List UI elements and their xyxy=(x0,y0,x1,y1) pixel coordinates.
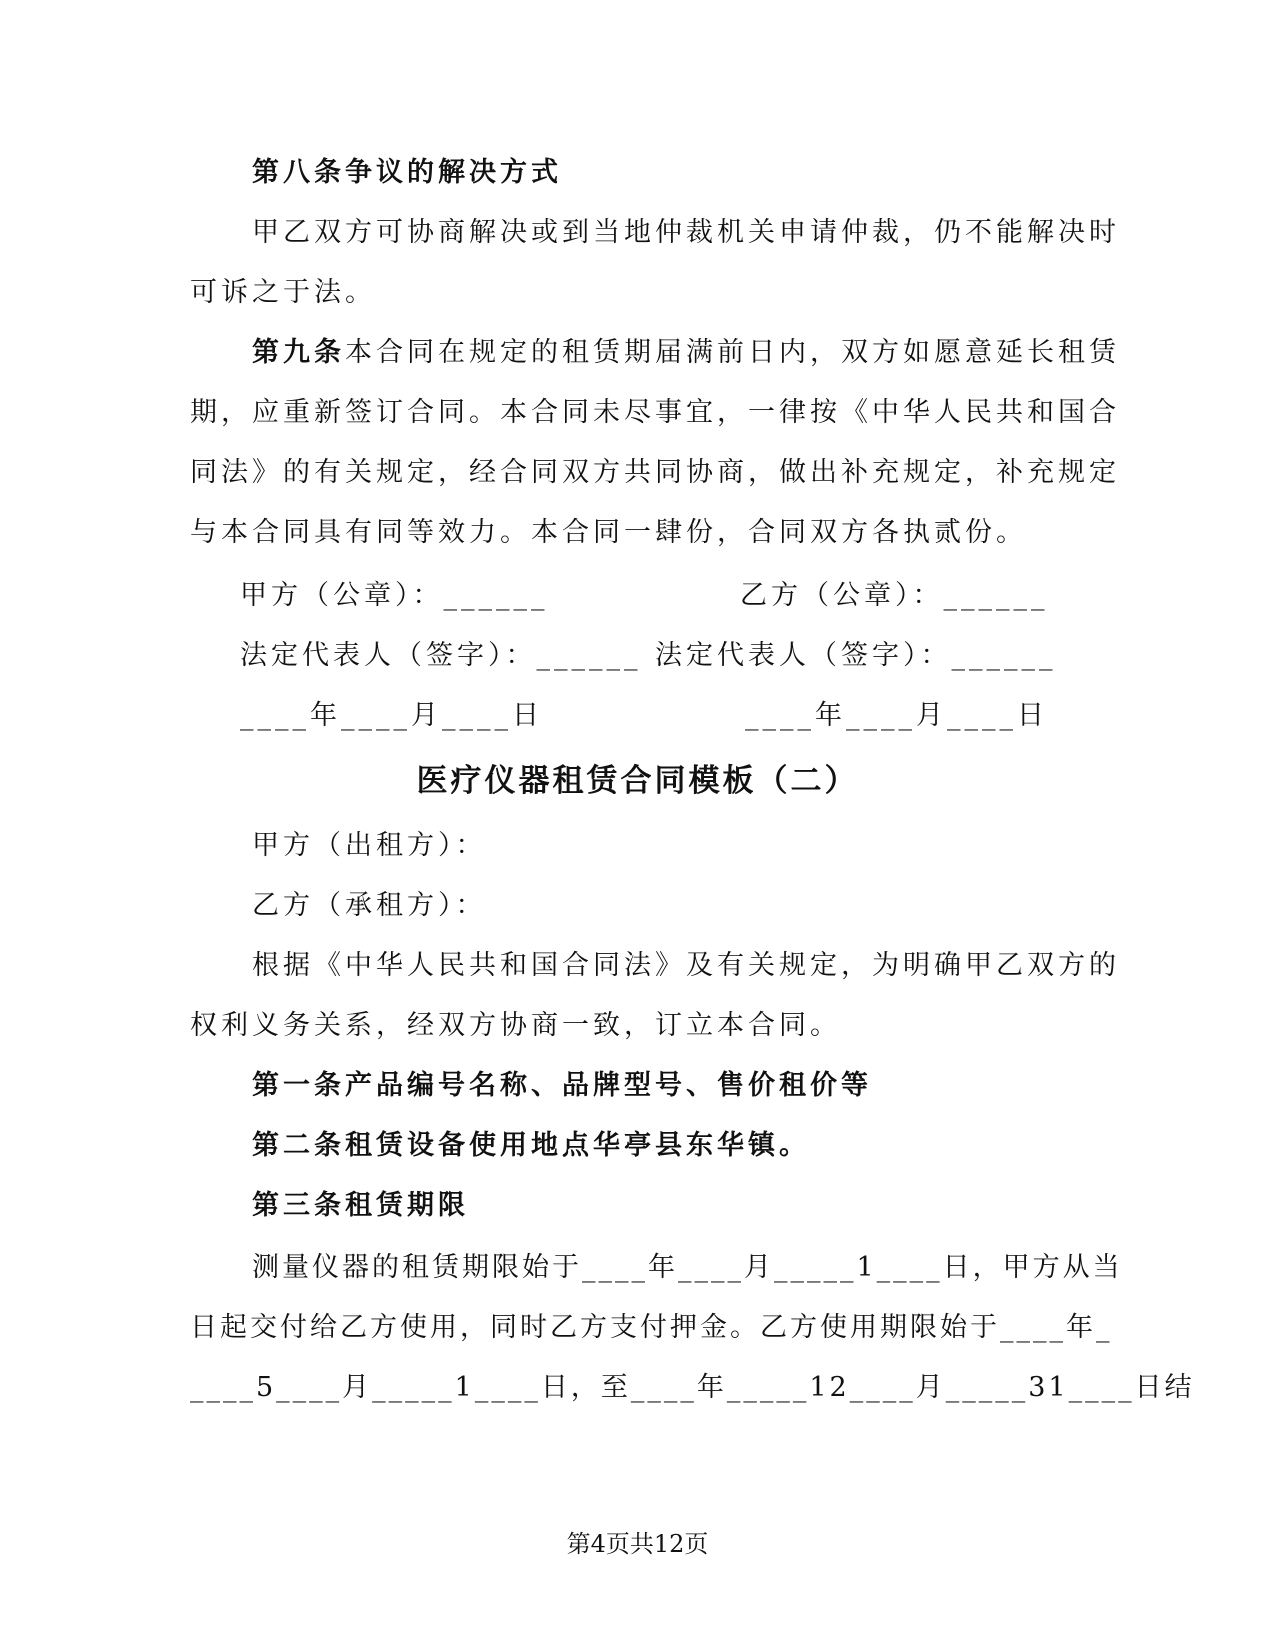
party-b-representative: 法定代表人（签字）：______ xyxy=(655,640,1057,671)
section-title: 医疗仪器租赁合同模板（二） xyxy=(416,763,859,799)
article-3-heading: 第三条租赁期限 xyxy=(252,1190,469,1221)
party-a-seal: 甲方（公章）：______ xyxy=(240,580,549,611)
article-9-label: 第九条 xyxy=(252,337,345,368)
article-3-text-line-3: ____5____月_____1____日，至____年_____12____月_____31____日结 xyxy=(190,1372,1195,1403)
lessee-line: 乙方（承租方）： xyxy=(252,890,487,921)
article-9-line-1 xyxy=(252,330,1120,369)
page-number: 第4页共12页 xyxy=(566,1530,709,1558)
article-3-text-line-1: 测量仪器的租赁期限始于____年____月_____1____日，甲方从当 xyxy=(252,1252,1123,1283)
intro-line-1: 根据《中华人民共和国合同法》及有关规定，为明确甲乙双方的 xyxy=(252,950,1120,981)
article-9-text-line-2: 期，应重新签订合同。本合同未尽事宜，一律按《中华人民共和国合 xyxy=(190,397,1120,428)
article-8-heading: 第八条争议的解决方式 xyxy=(252,157,562,188)
lessor-line: 甲方（出租方）： xyxy=(252,830,487,861)
party-b-seal: 乙方（公章）：______ xyxy=(740,580,1049,611)
article-2-heading: 第二条租赁设备使用地点华亭县东华镇。 xyxy=(252,1130,810,1161)
article-1-heading: 第一条产品编号名称、品牌型号、售价租价等 xyxy=(252,1070,872,1101)
article-8-text-line-1: 甲乙双方可协商解决或到当地仲裁机关申请仲裁，仍不能解决时 xyxy=(252,217,1120,248)
article-9-text-line-4: 与本合同具有同等效力。本合同一肆份，合同双方各执贰份。 xyxy=(190,517,1027,548)
article-8-text-line-2: 可诉之于法。 xyxy=(190,277,376,308)
article-9-text-line-3: 同法》的有关规定，经合同双方共同协商，做出补充规定，补充规定 xyxy=(190,457,1120,488)
party-a-representative: 法定代表人（签字）：______ xyxy=(240,640,642,671)
article-9-text: 本合同在规定的租赁期届满前日内，双方如愿意延长租赁 xyxy=(345,337,1120,368)
intro-line-2: 权利义务关系，经双方协商一致，订立本合同。 xyxy=(190,1010,841,1041)
article-3-text-line-2: 日起交付给乙方使用，同时乙方支付押金。乙方使用期限始于____年_ xyxy=(190,1312,1113,1343)
party-b-date: ____年____月____日 xyxy=(745,700,1048,731)
party-a-date: ____年____月____日 xyxy=(240,700,543,731)
